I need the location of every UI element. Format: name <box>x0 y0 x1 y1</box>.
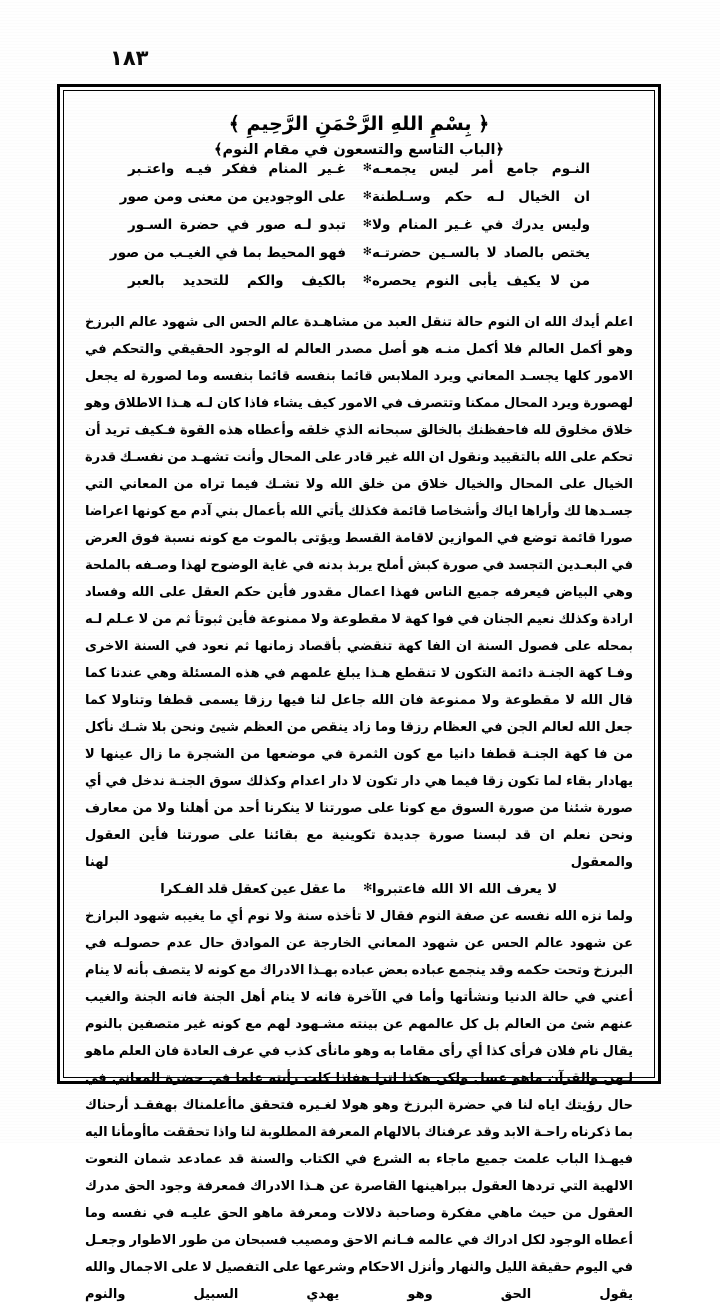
opening-poem <box>85 163 633 303</box>
basmala-heading: ﴿ بِسْمِ اللهِ الرَّحْمَنِ الرَّحِيمِ ﴾ <box>228 113 490 135</box>
poem-verse <box>85 247 633 275</box>
verse-separator-icon: ✻ <box>362 217 372 231</box>
verse-hemistich-right: وليس يدرك في غـير المنام ولا <box>372 217 590 234</box>
verse-separator-icon: ✻ <box>362 161 372 175</box>
verse-hemistich-right: النـوم جامع أمر ليس يجمعـه <box>372 161 590 178</box>
verse-separator-icon: ✻ <box>362 245 372 259</box>
verse-separator-icon: ✻ <box>362 273 372 287</box>
poem-verse <box>85 191 633 219</box>
verse-hemistich-left: بالكيف والكم للتحديد بالعبر <box>128 273 346 290</box>
chapter-title: ﴿الباب التاسع والتسعون في مقام النوم﴾ <box>214 141 504 158</box>
poem-verse <box>85 163 633 191</box>
verse-hemistich-left: غـير المنام ففكر فيـه واعتـبر <box>128 161 346 178</box>
verse-hemistich-left: ما عقل عين كعقل قلد الفـكرا <box>160 882 346 898</box>
verse-hemistich-left: تبدو لـه صور في حضرة السـور <box>128 217 346 234</box>
body-paragraph: اعلم أيدك الله ان النوم حالة تنقل العبد من مشاهـدة عالم الحس الى شهود عالم البرزخ وهو أكمل العالم فلا أكمل منـه هو أصل مصدر العالم له الوجود الحقيقي والتحكم في الامور كلها يجسـد المعاني ويرد الملابس قائما بنفسه قائما بنفسه وما لصورة له يجعل لهصورة ويرد المحال ممكنا وتتصرف في الامور كيف يشاء فاذا كان لـه هـذا الاطلاق وهو خلاق مخلوق لله فاحفظنك بالخالق سبحانه الذي خلقه وأعطاه هذه القوة فـكيف تريد أن تحكم على الله بالتقييد ونقول ان الله غير قادر على المحال وأنت تشهـد من نفسـك قدرة الخيال على المحال والخيال خلاق من خلق الله ولا تشـك فيما تراه من المعاني التي جسـدها لك وأراها اياك وأشخاصا قائمة فكذلك يأتي الله بأعمال بني آدم مع كونها اعراضا صورا قائمة توضع في الموازين لاقامة القسط ويؤتى بالموت مع كونه نسبة فوق العرض في البعـدين التجسد في صورة كبش أملح يربذ بدنه في غاية الوضوح لهذا وصـفه بالملحة وهي البياض فيعرفه جميع الناس فهذا اعمال مقدور فأين حكم العقل على الله وفساد ارادة وكذلك نعيم الجنان في فوا كهة لا مقطوعة ولا ممنوعة فأين ثبوتأ ثم من لا عـلم لـه بمحله على فصول السنة ان الفا كهة تنقضي بأقصاد زمانها ثم نعود في السنة الاخرى وفـا كهة الجنـة دائمة التكون لا تنقطع هـذا يبلغ علمهم في هذه المسئلة وهي عندنا كما قال الله لا مقطوعة ولا ممنوعة فان الله جاعل لنا فيها رزقا يسمى قطفا وتناولا كما جعل الله لعالم الجن في العظام رزقا وما زاد ينقص من العظم شيئ ونحن بلا شـك نأكل من فا كهة الجنـة قطفا دانيا مع كون الثمرة في موضعها من الشجرة ما زال عينها لا يهادار بقاء لما تكون زقا فيما هي دار تكون لا دار اعدام وكذلك سوق الجنـة ندخل في أي صورة شئنا من صورة السوق مع كونا على صورتنا لا ينكرنا أحد من أهلنا ولا من معارف ونحن نعلم ان قد لبسنا صورة جديدة تكوينية مع بقائنا على صورتنا فأين العقول والمعقول لهنا <box>85 315 633 871</box>
verse-hemistich-right: ان الخيال لـه حكم وسـلطنة <box>372 189 590 206</box>
body-paragraph: ولما نزه الله نفسه عن صفة النوم فقال لا تأخذه سنة ولا نوم أي ما يغيبه شهود البرازخ عن شهود عالم الحس عن شهود المعاني الخارجة عن الموادق حال عدم حصولـه في البرزخ وتحت حكمه وقد ينجمع عباده بعض عباده بهـذا الادراك مع كونه لا يتصف بأنه لا ينام أعني في حالة الدنيا ونشأتها وأما في الآخرة فانه لا ينام أهل الجنة فانه الجنة والغيب عنهم شئ من العالم بل كل عالمهم عن بينته مشـهود لهم مع كونه غير متصفين بالنوم يقال نام فلان فرأى كذا أي رأى مقاما به وهو مانأى كذب في عرف العادة فان العلم ماهو لـهن والقرآن ماهو عسل ولكن هكذا اترا هفاذا كلت رأيته علما في حضرة المعاني في حال رؤيتك اياه لنا في حضرة البرزخ وهو هولا لغـيره فتحقق ماأعلمناك بهفقـد أرحناك بما ذكرناه راحـة الابد وقد عرفناك بالالهام المعرفة المطلوبة لنا واذا تحققت ماأومأنا اليه فيهـذا الباب علمت جميع ماجاء به الشرع في الكتاب والسنة قد عمادعد شمان النعوت الالهية التي تردها العقول ببراهينها القاصرة عن هـذا الادراك فمعرفة وجود الحق مدرك العقول من حيث ماهي مفكرة وصاحبة دلالات ومعرفة ماهو الحق عليـه في نفسه وما أعطاه الوجود لكل ادراك في عالمه فـانم الاحق ومصيب فسبحان من طور الاطوار وجعـل في اليوم حقيقة الليل والنهار وأنزل الاحكام وشرعها على التفصيل لا على الاجمال والله يقول الحق وهو يهدي السبيل والنوم <box>85 909 633 1303</box>
verse-hemistich-right: لا يعرف الله الا الله فاعتبروا <box>372 882 557 898</box>
inline-poem-verse <box>85 876 633 903</box>
verse-hemistich-right: من لا يكيف يأبى النوم يحصره <box>372 273 590 290</box>
folio-number: ١٨٣ <box>110 46 149 70</box>
verse-hemistich-left: فهو المحيط بما في الغيـب من صور <box>109 245 346 262</box>
verse-separator-icon: ✻ <box>363 881 372 895</box>
verse-hemistich-left: على الوجودين من معنى ومن صور <box>119 189 346 206</box>
page-content <box>69 96 649 1303</box>
poem-verse <box>85 219 633 247</box>
poem-verse <box>85 275 633 303</box>
verse-separator-icon: ✻ <box>362 189 372 203</box>
body-text <box>85 309 633 1308</box>
verse-hemistich-right: يختص بالصاد لا بالسـين حضرتـه <box>372 245 590 262</box>
